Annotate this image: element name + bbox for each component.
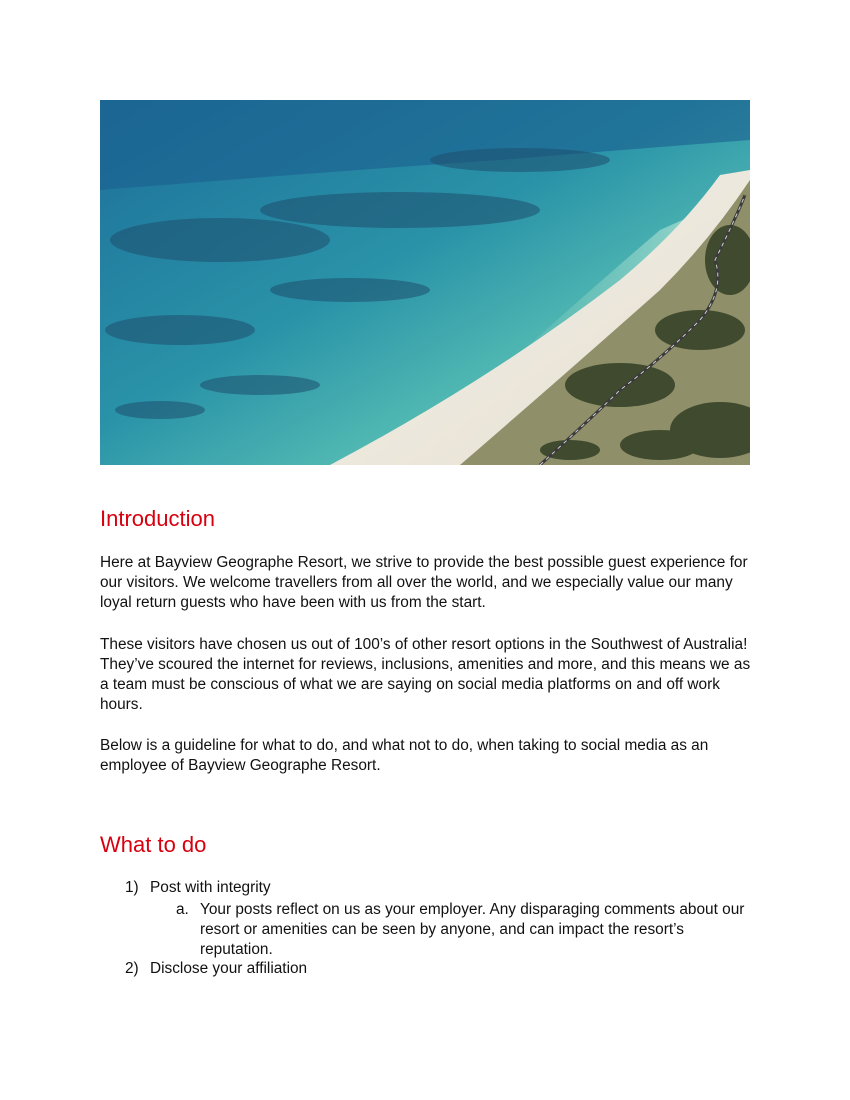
sub-list-letter: a. [176,901,189,918]
aerial-beach-photo [100,100,750,465]
list-item-text: Post with integrity [150,879,271,896]
introduction-heading: Introduction [100,506,215,531]
intro-paragraph-2: These visitors have chosen us out of 100’s of other resort options in the Southwest of Australia! They’ve scoured the internet for reviews, inclusions, amenities and more, and this means we as a team must be conscious of what we are saying on social media platforms on and off work hours. [100,636,751,713]
list-item-text: Disclose your affiliation [150,960,308,977]
list-number: 2) [125,960,139,977]
intro-paragraph-1: Here at Bayview Geographe Resort, we strive to provide the best possible guest experience for our visitors. We welcome travellers from all over the world, and we especially value our many loyal return guests who have been with us from the start. [100,554,748,611]
intro-paragraph-3: Below is a guideline for what to do, and what not to do, when taking to social media as an employee of Bayview Geographe Resort. [100,737,709,774]
list-number: 1) [125,879,139,896]
what-to-do-heading: What to do [100,832,207,857]
hero-image [100,100,750,465]
sub-list-item-text: Your posts reflect on us as your employer. Any disparaging comments about our resort or amenities can be seen by anyone, and can impact the resort’s reputation. [200,901,745,958]
